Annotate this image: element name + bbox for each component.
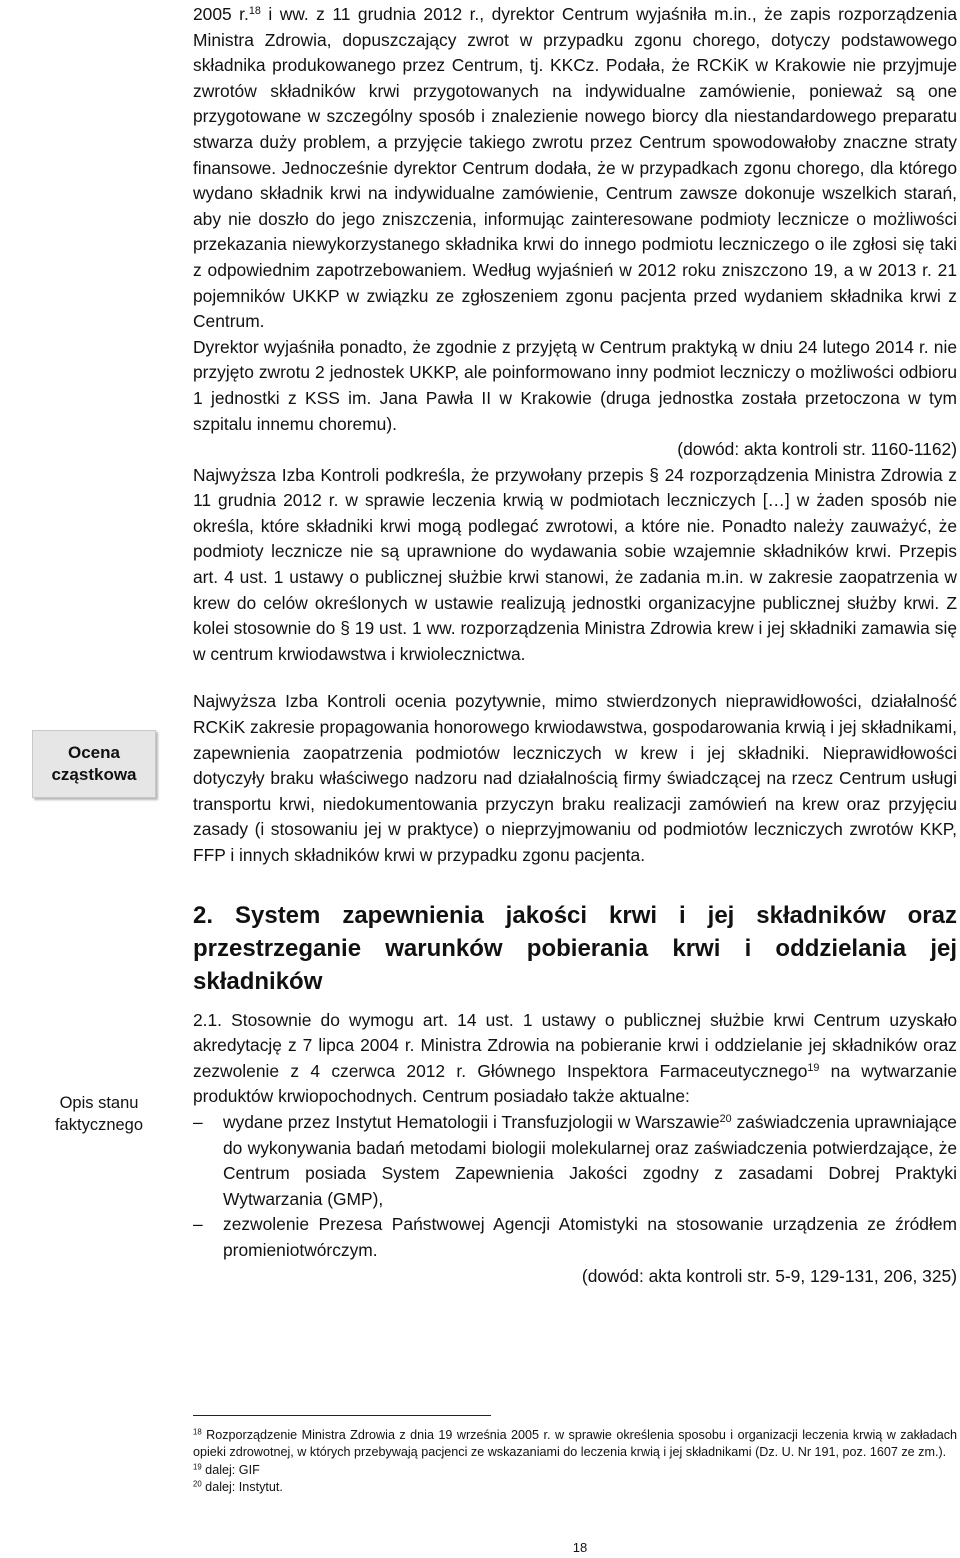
main-text-column bbox=[193, 2, 957, 1289]
assessment-paragraph: Najwyższa Izba Kontroli ocenia pozytywnie, mimo stwierdzonych nieprawidłowości, działalność RCKiK zakresie propagowania honorowego krwiodawstwa, gospodarowania krwią i jej składnikami, zapewnienia zaopatrzenia podmiotów leczniczych w krew i jej składniki. Nieprawidłowości dotyczyły braku właściwego nadzoru nad działalnością firmy świadczącej na rzecz Centrum usługi transportu krwi, niedokumentowania przyczyn braku realizacji zamówień na krew oraz przyjęciu zasady (i stosowaniu jej w praktyce) o nieprzyjmowaniu od podmiotów leczniczych zwrotów KKP, FFP i innych składników krwi w przypadku zgonu pacjenta. bbox=[193, 691, 957, 865]
paragraph-dyrektor-wyjasnila: Dyrektor wyjaśniła ponadto, że zgodnie z przyjętą w Centrum praktyką w dniu 24 lutego 2014 r. nie przyjęto zwrotu 2 jednostek UKKP, ale poinformowano inny podmiot leczniczy o możliwości odbioru 1 jednostki z KSS im. Jana Pawła II w Krakowie (druga jednostka została przetoczona w tym szpitalu innemu choremu). bbox=[193, 336, 957, 434]
section-2-1-number: 2.1. bbox=[193, 1009, 223, 1030]
footnote-separator bbox=[193, 1415, 491, 1416]
footnote-18: $^{18}$ Rozporządzenie Ministra Zdrowia z dnia 19 września 2005 r. w sprawie określenia sposobu i organizacji leczenia krwią w zakładach opieki zdrowotnej, w których przebywają pacjenci ze wskazaniami do leczenia krwią i jej składnikami (Dz. U. Nr 191, poz. 1607 ze zm.). bbox=[193, 1427, 957, 1460]
footnote-20: $^{20}$ dalej: Instytut. bbox=[193, 1479, 283, 1495]
footnote-19: $^{19}$ dalej: GIF bbox=[193, 1462, 260, 1477]
page-number: 18 bbox=[572, 1540, 588, 1555]
paragraph-nik-podkresla: Najwyższa Izba Kontroli podkreśla, że przywołany przepis § 24 rozporządzenia Ministra Zdrowia z 11 grudnia 2012 r. w sprawie leczenia krwią w podmiotach leczniczych […] w żaden sposób nie określa, które składniki krwi mogą podlegać zwrotowi, a które nie. Ponadto należy zauważyć, że podmioty lecznicze nie są uprawnione do wydawania sobie wzajemnie składników krwi. Przepis art. 4 ust. 1 ustawy o publicznej służbie krwi stanowi, że zadania m.in. w zakresie zaopatrzenia w krew do celów określonych w ustawie realizują jednostki organizacyjne publicznej służby krwi. Z kolei stosownie do § 19 ust. 1 ww. rozporządzenia Ministra Zdrowia krew i jej składniki zamawia się w centrum krwiodawstwa i krwiolecznictwa. bbox=[193, 464, 957, 664]
dash-bullet: – bbox=[193, 1111, 203, 1132]
footnote-ref-19[interactable]: 19 bbox=[807, 1061, 820, 1074]
permits-list bbox=[193, 1110, 957, 1264]
assessment-side-label: Ocena cząstkowa bbox=[32, 730, 156, 798]
paragraph-wyjasnienia: 2005 r.$^{18}$ i ww. z 11 grudnia 2012 r., dyrektor Centrum wyjaśniła m.in., że zapis rozporządzenia Ministra Zdrowia, dopuszczający zwrot w przypadku zgonu chorego, dotyczy podstawowego składnika produkowanego przez Centrum, tj. KKCz. Podała, że RCKiK w Krakowie nie przyjmuje zwrotów składników krwi przygotowanych na indywidualne zamówienie, ponieważ są one przygotowane w szczególny sposób i znalezienie nowego biorcy dla niestandardowego preparatu stwarza duży problem, a przyjęcie takiego zwrotu przez Centrum spowodowałoby znaczne straty finansowe. Jednocześnie dyrektor Centrum dodała, że w przypadkach zgonu chorego, dla którego wydano składnik krwi na indywidualne zamówienie, Centrum zawsze dokonuje wszelkich starań, aby nie doszło do jego zniszczenia, informując zainteresowane podmioty lecznicze o możliwości przekazania niewykorzystanego składnika krwi do innego podmiotu leczniczego o ile zgłosi się taki z odpowiednim zapotrzebowaniem. Według wyjaśnień w 2012 roku zniszczono 19, a w 2013 r. 21 pojemników UKKP w związku ze zgłoszeniem zgonu pacjenta przed wydaniem składnika krwi z Centrum. bbox=[193, 4, 958, 332]
evidence-note-1: (dowód: akta kontroli str. 1160-1162) bbox=[677, 439, 957, 460]
evidence-note-2: (dowód: akta kontroli str. 5-9, 129-131, 206, 325) bbox=[581, 1265, 957, 1286]
footnote-ref-18[interactable]: 18 bbox=[248, 5, 261, 18]
section-heading: 2. System zapewnienia jakości krwi i jej składników oraz przestrzeganie warunków pobierania krwi i oddzielania jej składników bbox=[193, 901, 957, 995]
list-item: – wydane przez Instytut Hematologii i Transfuzjologii w Warszawie$^{20}$ zaświadczenia uprawniające do wykonywania badań metodami biologii molekularnej oraz zaświadczenia potwierdzające, że Centrum posiada System Zapewnienia Jakości zgodny z zasadami Dobrej Praktyki Wytwarzania (GMP), bbox=[193, 1111, 957, 1209]
list-item: – zezwolenie Prezesa Państwowej Agencji Atomistyki na stosowanie urządzenia ze źródłem promieniotwórczym. bbox=[193, 1214, 957, 1260]
facts-side-label: Opis stanu faktycznego bbox=[54, 1094, 144, 1134]
section-2-1-paragraph: 2.1. Stosownie do wymogu art. 14 ust. 1 ustawy o publicznej służbie krwi Centrum uzyskało akredytację z 7 lipca 2004 r. Ministra Zdrowia na pobieranie krwi i oddzielanie jej składników oraz zezwolenie z 4 czerwca 2012 r. Głównego Inspektora Farmaceutycznego$^{19}$ na wytwarzanie produktów krwiopochodnych. Centrum posiadało także aktualne: bbox=[193, 1009, 957, 1107]
footnote-ref-20[interactable]: 20 bbox=[719, 1113, 732, 1126]
footnotes bbox=[193, 1427, 957, 1497]
dash-bullet: – bbox=[193, 1214, 203, 1235]
